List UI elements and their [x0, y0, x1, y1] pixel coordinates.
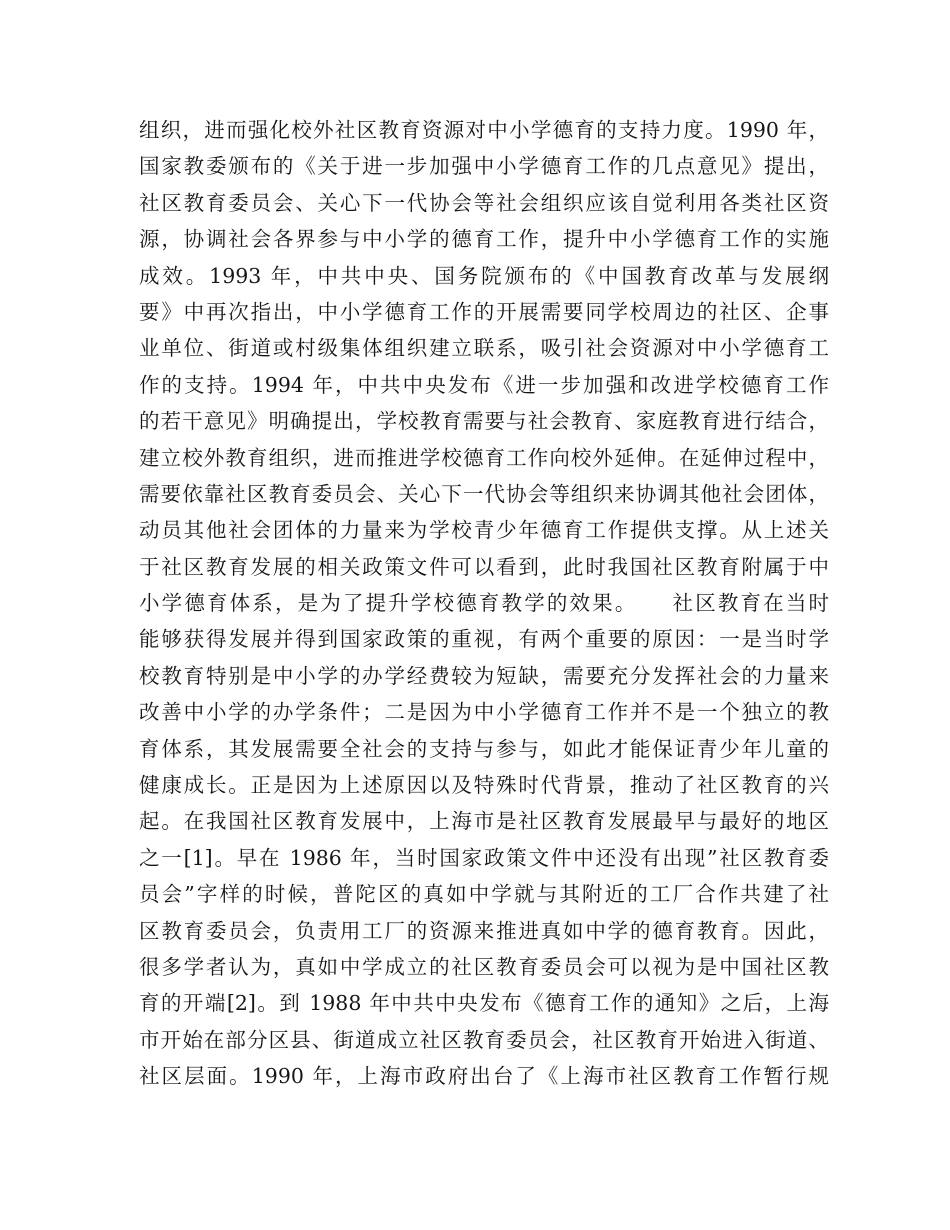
body-text: [139, 112, 829, 1095]
text-line: 的若干意见》明确提出，学校教育需要与社会教育、家庭教育进行结合，: [139, 409, 829, 434]
text-line: 市开始在部分区县、街道成立社区教育委员会，社区教育开始进入街道、: [139, 1027, 829, 1052]
text-line: 社区层面。1990 年，上海市政府出台了《上海市社区教育工作暂行规: [139, 1064, 829, 1089]
text-line: 动员其他社会团体的力量来为学校青少年德育工作提供支撑。从上述关: [139, 518, 829, 543]
text-line: 很多学者认为，真如中学成立的社区教育委员会可以视为是中国社区教: [139, 954, 829, 979]
text-line: 起。在我国社区教育发展中，上海市是社区教育发展最早与最好的地区: [139, 809, 829, 834]
text-line: 改善中小学的办学条件；二是因为中小学德育工作并不是一个独立的教: [139, 700, 829, 725]
text-line: 之一[1]。早在 1986 年，当时国家政策文件中还没有出现”社区教育委: [139, 845, 829, 870]
text-line: 国家教委颁布的《关于进一步加强中小学德育工作的几点意见》提出，: [139, 154, 829, 179]
text-line: 育的开端[2]。到 1988 年中共中央发布《德育工作的通知》之后，上海: [139, 991, 829, 1016]
text-line: 健康成长。正是因为上述原因以及特殊时代背景，推动了社区教育的兴: [139, 773, 829, 798]
text-line: 建立校外教育组织，进而推进学校德育工作向校外延伸。在延伸过程中，: [139, 445, 829, 470]
text-line: 校教育特别是中小学的办学经费较为短缺，需要充分发挥社会的力量来: [139, 663, 829, 688]
text-line: 源，协调社会各界参与中小学的德育工作，提升中小学德育工作的实施: [139, 227, 829, 252]
text-line: 育体系，其发展需要全社会的支持与参与，如此才能保证青少年儿童的: [139, 736, 829, 761]
text-line: 小学德育体系，是为了提升学校德育教学的效果。 社区教育在当时: [139, 591, 829, 616]
text-line: 区教育委员会，负责用工厂的资源来推进真如中学的德育教育。因此，: [139, 918, 829, 943]
text-line: 社区教育委员会、关心下一代协会等社会组织应该自觉利用各类社区资: [139, 190, 829, 215]
text-line: 业单位、街道或村级集体组织建立联系，吸引社会资源对中小学德育工: [139, 336, 829, 361]
text-line: 能够获得发展并得到国家政策的重视，有两个重要的原因：一是当时学: [139, 627, 829, 652]
text-line: 组织，进而强化校外社区教育资源对中小学德育的支持力度。1990 年，: [139, 118, 829, 142]
text-line: 员会”字样的时候，普陀区的真如中学就与其附近的工厂合作共建了社: [139, 882, 829, 907]
text-line: 成效。1993 年，中共中央、国务院颁布的《中国教育改革与发展纲: [139, 263, 829, 288]
text-line: 要》中再次指出，中小学德育工作的开展需要同学校周边的社区、企事: [139, 299, 829, 324]
text-line: 需要依靠社区教育委员会、关心下一代协会等组织来协调其他社会团体，: [139, 481, 829, 506]
text-line: 作的支持。1994 年，中共中央发布《进一步加强和改进学校德育工作: [139, 372, 829, 397]
text-line: 于社区教育发展的相关政策文件可以看到，此时我国社区教育附属于中: [139, 554, 829, 579]
